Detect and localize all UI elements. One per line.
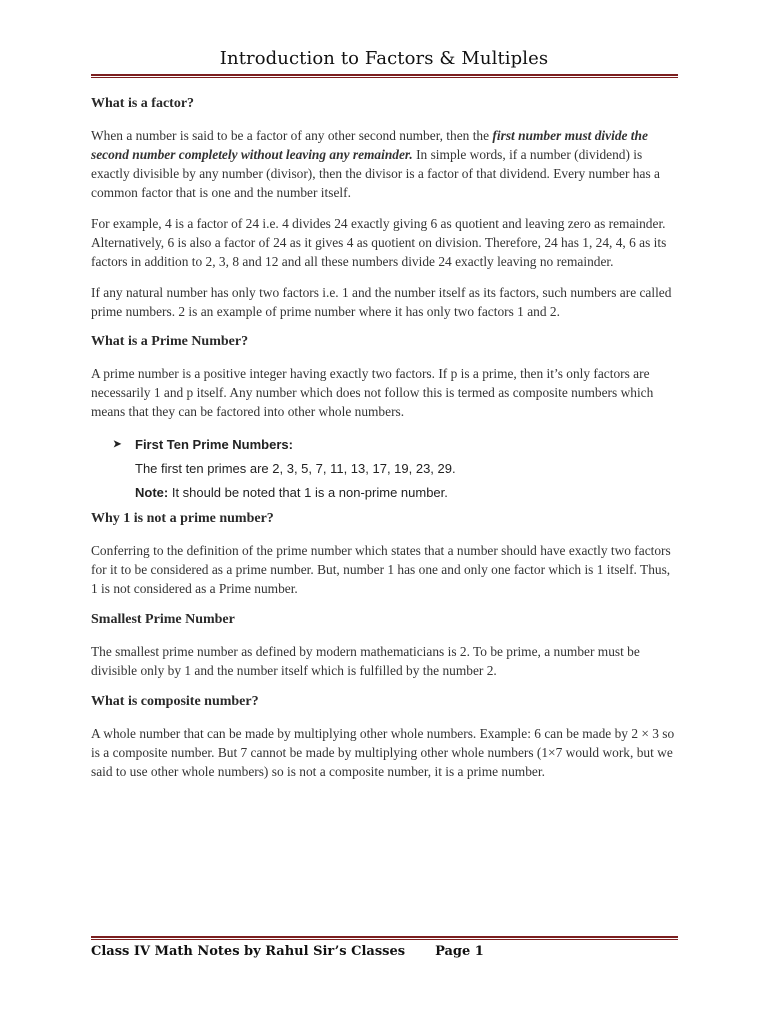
footer-source: Class IV Math Notes by Rahul Sir’s Classes bbox=[91, 944, 406, 959]
paragraph-prime-definition: A prime number is a positive integer having exactly two factors. If p is a prime, then it’s only factors are necessarily 1 and p itself. Any number which does not follow this is termed as composite numbers which means that they can be factored into other whole numbers. bbox=[91, 366, 654, 419]
factor-def-emphasis: first number must divide the second number completely without leaving any remainder. bbox=[91, 128, 648, 162]
paragraph-prime-intro: If any natural number has only two factors i.e. 1 and the number itself as its factors, such numbers are called prime numbers. 2 is an example of prime number where it has only two factors 1 and 2. bbox=[91, 285, 672, 319]
paragraph-composite: A whole number that can be made by multiplying other whole numbers. Example: 6 can be made by 2 × 3 so is a composite number. But 7 cannot be made by multiplying other whole numbers (1×7 would work, but we said to use other whole numbers) so is not a composite number, it is a prime number. bbox=[91, 726, 675, 779]
note-label: Note: bbox=[135, 485, 169, 500]
paragraph-factor-definition bbox=[91, 126, 678, 202]
note-body: It should be noted that 1 is a non-prime number. bbox=[168, 485, 448, 500]
heading-smallest-prime: Smallest Prime Number bbox=[91, 612, 235, 627]
bullet-heading-text: First Ten Prime Numbers: bbox=[135, 437, 293, 452]
factor-def-part-a: When a number is said to be a factor of any other second number, then the bbox=[91, 128, 493, 143]
paragraph-factor-example: For example, 4 is a factor of 24 i.e. 4 divides 24 exactly giving 6 as quotient and leaving zero as remainder. Alternatively, 6 is also a factor of 24 as it gives 4 as quotient on division. Therefore, 24 has 1, 24, 4, 6 as its factors in addition to 2, 3, 8 and 12 and all these numbers divide 24 exactly leaving no remainder. bbox=[91, 216, 667, 269]
header-rule bbox=[91, 74, 678, 78]
heading-why-one-not-prime: Why 1 is not a prime number? bbox=[91, 511, 274, 526]
heading-what-is-factor: What is a factor? bbox=[91, 96, 195, 111]
prime-list-block bbox=[113, 437, 678, 500]
factor-def-part-b: In simple words, if a number (dividend) is exactly divisible by any number (divisor), then the divisor is a factor of that dividend. Every number has a common factor that is one and the number itself. bbox=[91, 147, 660, 200]
heading-prime-number: What is a Prime Number? bbox=[91, 334, 249, 349]
footer-rule bbox=[91, 936, 678, 940]
document-body bbox=[91, 92, 678, 781]
paragraph-smallest-prime: The smallest prime number as defined by modern mathematicians is 2. To be prime, a number must be divisible only by 1 and the number itself which is fulfilled by the number 2. bbox=[91, 644, 640, 678]
page-footer bbox=[91, 944, 484, 959]
page-title: Introduction to Factors & Multiples bbox=[219, 48, 549, 69]
paragraph-why-one: Conferring to the definition of the prime number which states that a number should have exactly two factors for it to be considered as a prime number. But, number 1 has one and only one factor which is 1 itself. Thus, 1 is not considered as a Prime number. bbox=[91, 543, 671, 596]
arrow-bullet-icon: ➤ bbox=[113, 439, 122, 450]
first-ten-primes-text: The first ten primes are 2, 3, 5, 7, 11, 13, 17, 19, 23, 29. bbox=[135, 461, 456, 476]
note-text bbox=[135, 485, 678, 500]
heading-composite-number: What is composite number? bbox=[91, 694, 259, 709]
page-number: Page 1 bbox=[435, 944, 484, 959]
bullet-first-ten-primes bbox=[113, 437, 678, 452]
